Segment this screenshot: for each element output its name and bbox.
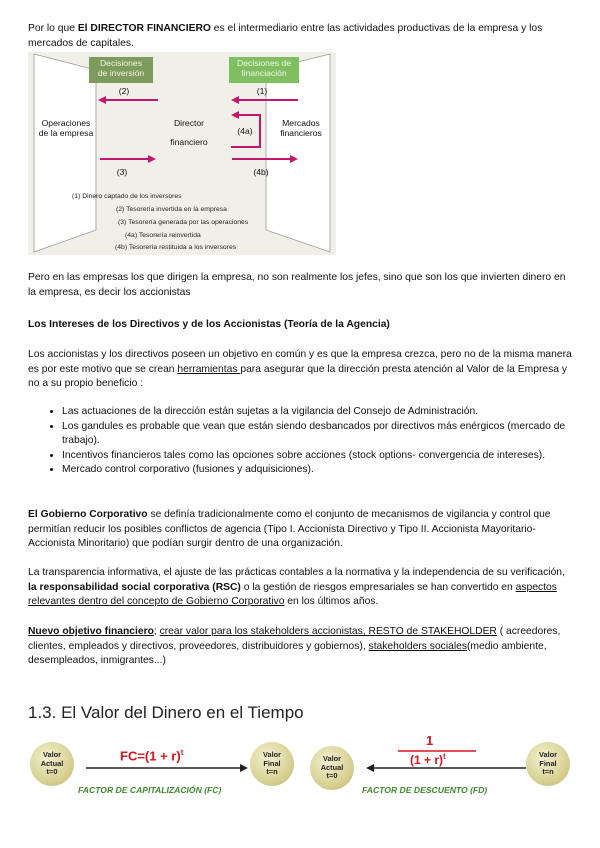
valor-actual-1: Valor Actual t=0: [30, 742, 74, 786]
director-label: Director financiero: [170, 118, 208, 147]
mercados-label: Mercados financieros: [280, 118, 322, 138]
accionistas-paragraph: Pero en las empresas los que dirigen la empresa, no son realmente los jefes, sino que son los que invierten dinero en la empresa, es decir los accionistas: [28, 272, 566, 298]
valor-final-1: Valor Final t=n: [250, 742, 294, 786]
label-2: (2): [118, 86, 130, 96]
valor-final-2: Valor Final t=n: [526, 742, 570, 786]
objetivo-paragraph: Los accionistas y los directivos poseen un objetivo en común y es que la empresa crezca, pero no de la misma manera es por este motivo que se crean herramientas para asegurar que la dirección presta atención al Valor de la Empresa y no a su propio beneficio :: [28, 349, 572, 389]
valor-dinero-diagram: [28, 730, 568, 798]
valor-actual-2: Valor Actual t=0: [310, 746, 354, 790]
agencia-heading: Los Intereses de los Directivos y de los Accionistas (Teoría de la Agencia): [28, 319, 390, 330]
intro-paragraph: Por lo que El DIRECTOR FINANCIERO es el intermediario entre las actividades productivas de la empresa y los mercados de capitales.: [28, 23, 543, 49]
descuento-label: FACTOR DE DESCUENTO (FD): [362, 785, 488, 795]
list-item: • Los gandules es probable que vean que están siendo desbancados por directivos más enérgicos (mercado de trabajo).: [62, 420, 600, 449]
capitalizacion-label: FACTOR DE CAPITALIZACIÓN (FC): [78, 785, 222, 795]
transparencia-paragraph: La transparencia informativa, el ajuste de las prácticas contables a la normativa y la independencia de su verificación, la responsabilidad social corporativa (RSC) o la gestión de riesgos empresariales se han convertido en aspectos relevantes dentro del concepto de Gobierno Corporativo en los últimos años.: [28, 567, 565, 607]
director-financiero-diagram: [28, 52, 336, 255]
herramientas-list: [28, 405, 600, 478]
gobierno-paragraph: El Gobierno Corporativo se definía tradicionalmente como el conjunto de mecanismos de vigilancia y control que permitían reducir los posibles conflictos de agencia (Tipo I. Accionista Directivo y Tipo II. Accionista Mayoritario-Accionista Minoritario) que podían surgir dentro de una organización.: [28, 509, 551, 549]
legend-3: (3) Tesorería generada por las operaciones: [118, 219, 249, 226]
legend-2: (2) Tesorería invertida en la empresa: [116, 206, 227, 213]
list-item: • Las actuaciones de la dirección están sujetas a la vigilancia del Consejo de Administración.: [62, 405, 600, 420]
descuento-denominator: $(1 + r)^t$: [410, 752, 446, 767]
inversion-box: Decisiones de inversión: [97, 58, 145, 78]
capitalizacion-formula: $FC=(1 + r)^t$: [120, 748, 184, 764]
list-item: • Mercado control corporativo (fusiones y adquisiciones).: [62, 463, 600, 478]
nuevo-objetivo-paragraph: Nuevo objetivo financiero; crear valor para los stakeholders accionistas, RESTO de STAKEHOLDER ( acreedores, clientes, empleados y directivos, proveedores, distribuidores y gobiernos), stakeholders sociales(medio ambiente, desempleados, inmigrantes...): [28, 626, 561, 666]
section-heading: 1.3. El Valor del Dinero en el Tiempo: [28, 703, 304, 722]
legend-1: (1) Dinero captado de los inversores: [72, 193, 182, 200]
label-1: (1): [256, 86, 268, 96]
descuento-numerator: 1: [426, 733, 434, 748]
legend-4a: (4a) Tesorería reinvertida: [125, 232, 201, 239]
operaciones-label: Operaciones de la empresa: [38, 118, 94, 138]
list-item: • Incentivos financieros tales como las opciones sobre acciones (stock options- convergencia de intereses).: [62, 449, 600, 464]
label-4b: (4b): [253, 167, 269, 177]
label-4a: (4a): [237, 126, 253, 136]
label-3: (3): [116, 167, 128, 177]
legend-4b: (4b) Tesorería restituida a los inversores: [115, 244, 237, 251]
financiacion-box: Decisiones de financiación: [237, 58, 291, 78]
